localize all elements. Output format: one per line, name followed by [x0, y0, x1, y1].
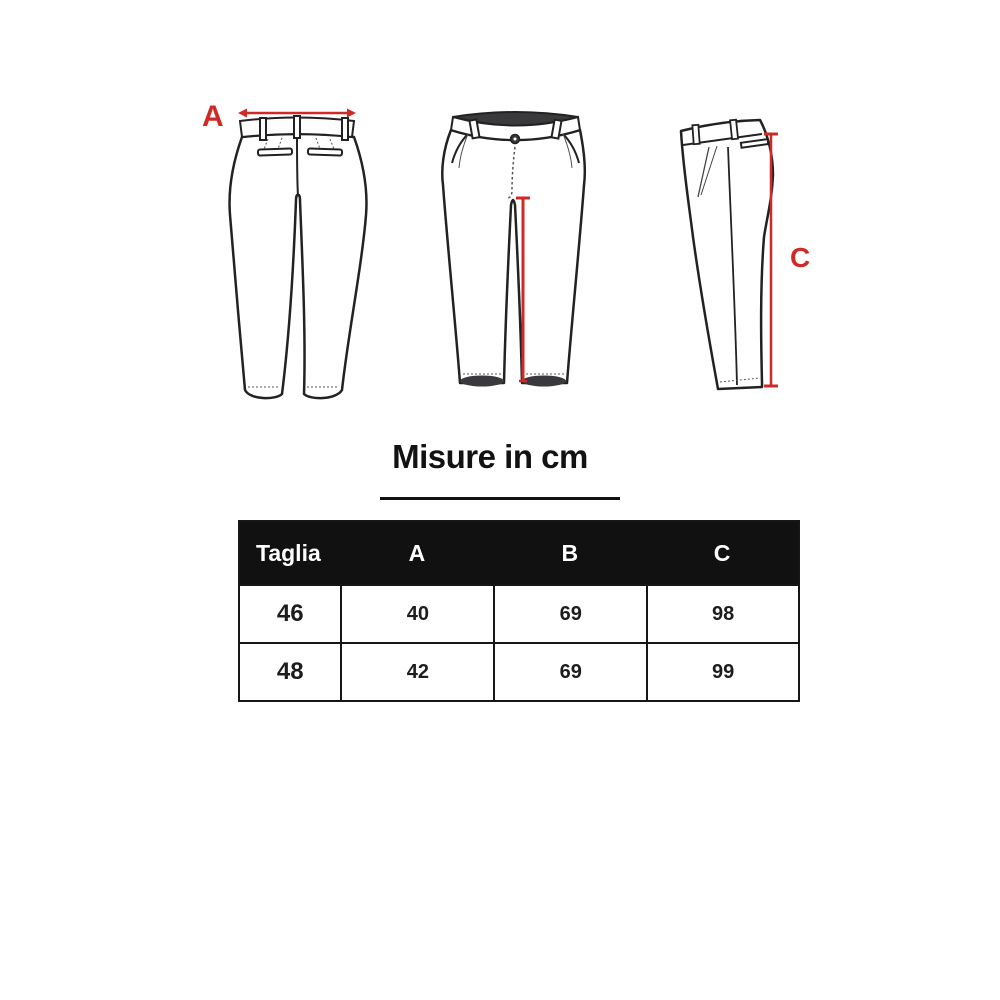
size-table-row-48	[240, 642, 798, 700]
belt-loop	[294, 116, 300, 138]
belt-loop	[692, 125, 699, 144]
measure-label-c: C	[790, 242, 811, 273]
belt-loop	[260, 118, 266, 140]
measure-cell: 99	[646, 644, 798, 700]
header-cell-taglia: Taglia	[256, 539, 321, 566]
measure-label-a: A	[202, 100, 225, 133]
header-cell-b: B	[561, 539, 579, 566]
measure-cell: 69	[493, 644, 646, 700]
header-cell-c: C	[713, 539, 731, 566]
size-cell: 48	[276, 658, 304, 685]
belt-loop	[342, 118, 348, 140]
size-table-row-46	[240, 584, 798, 642]
page-title: Misure in cm	[392, 438, 588, 475]
pants-side-view-drawing	[665, 105, 815, 405]
hem-shadow	[460, 376, 504, 387]
pants-front-view-drawing	[430, 90, 600, 405]
back-pocket	[308, 148, 342, 155]
measure-cell: 42	[340, 644, 493, 700]
side-silhouette	[681, 120, 773, 389]
belt-loop	[730, 120, 738, 140]
header-cell-a: A	[408, 539, 426, 566]
title-underline	[380, 497, 620, 500]
back-pocket	[258, 148, 292, 155]
measure-cell: 98	[646, 586, 798, 642]
size-cell: 46	[276, 600, 304, 627]
hem-shadow	[522, 376, 566, 387]
measure-cell: 69	[493, 586, 646, 642]
size-table-header-row	[240, 522, 798, 584]
pants-back-view-drawing	[220, 90, 380, 410]
measure-cell: 40	[340, 586, 493, 642]
size-table	[238, 520, 800, 702]
